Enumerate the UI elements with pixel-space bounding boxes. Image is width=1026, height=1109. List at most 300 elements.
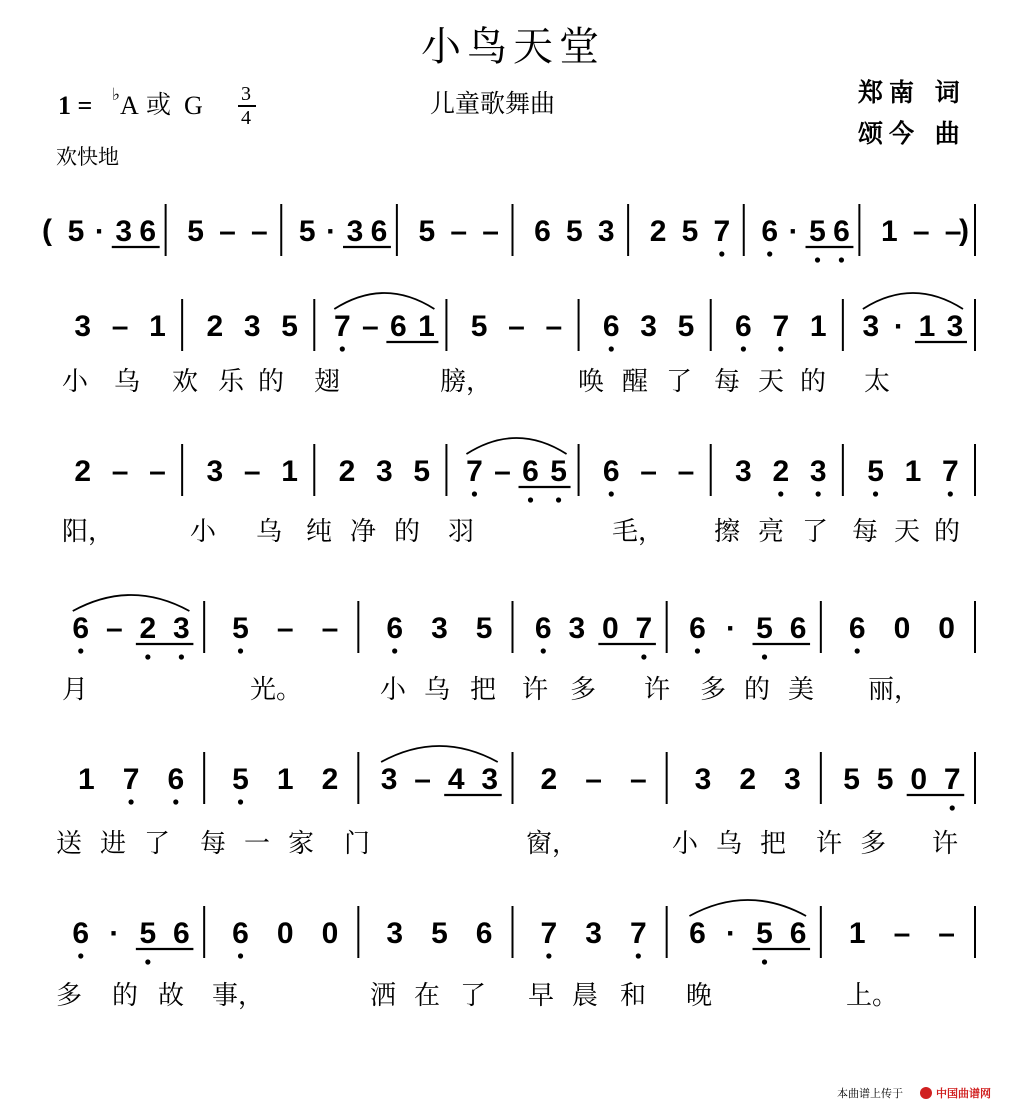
lyric-syllable: 净 (350, 517, 377, 547)
note: 3 (206, 455, 224, 488)
note: 2 (649, 215, 667, 248)
note: – (938, 917, 955, 950)
note: – (149, 455, 166, 488)
lyric-syllable: 门 (344, 829, 371, 859)
note: 0 (321, 917, 339, 950)
note: – (105, 612, 123, 645)
note: 5 (565, 215, 583, 248)
note: 1 (904, 455, 922, 488)
key-prefix: 1 = (58, 91, 93, 120)
note: – (508, 310, 525, 343)
measure (867, 444, 975, 497)
lyric-syllable: 晚 (686, 981, 713, 1011)
note: 5 (809, 215, 826, 248)
note: 0 (893, 612, 911, 645)
score-line-2 (62, 293, 975, 397)
note: – (893, 917, 911, 950)
measure (78, 752, 204, 805)
note: 6 (689, 612, 706, 645)
octave-dot (340, 346, 345, 351)
lyric-syllable: 和 (620, 981, 647, 1011)
slur (381, 746, 498, 762)
measure (72, 906, 204, 965)
note: 3 (74, 310, 92, 343)
score-line-3 (62, 438, 975, 547)
octave-dot (392, 648, 397, 653)
octave-dot (179, 654, 184, 659)
octave-dot (78, 648, 83, 653)
note: · (94, 215, 105, 248)
lyric-syllable: 的 (394, 517, 421, 547)
lyric-syllable: 丽， (868, 675, 921, 705)
lyric-syllable: 毛， (612, 517, 665, 547)
measure (541, 752, 667, 804)
lyric-syllable: 把 (470, 675, 497, 705)
note: 2 (772, 455, 790, 488)
lyric-syllable: 醒 (622, 367, 649, 397)
note: 5 (756, 612, 773, 645)
note: · (725, 917, 736, 950)
note: 3 (640, 310, 657, 343)
note: 6 (689, 917, 706, 950)
measure (206, 299, 314, 351)
note: 5 (418, 215, 436, 248)
measure (695, 752, 821, 804)
note: 7 (943, 763, 961, 796)
note: – (585, 763, 602, 796)
close-paren: ) (959, 214, 969, 247)
octave-dot (145, 959, 150, 964)
note: 3 (173, 612, 190, 645)
lyric-syllable: 的 (112, 981, 139, 1011)
key-signature (58, 85, 203, 120)
lyric-syllable: 送 (56, 829, 83, 859)
score-line-1 (42, 204, 975, 263)
note: 7 (466, 455, 483, 488)
note: 6 (475, 917, 493, 950)
note: 1 (281, 455, 298, 488)
octave-dot (546, 953, 551, 958)
footer-text: 本曲谱上传于 (837, 1087, 903, 1100)
note: – (414, 763, 431, 796)
measure (534, 204, 628, 256)
measure (535, 601, 667, 660)
lyric-syllable: 光。 (250, 675, 303, 705)
lyric-syllable: 许 (644, 675, 671, 705)
slur (466, 438, 566, 454)
note: – (640, 455, 657, 488)
octave-dot (855, 648, 860, 653)
measure (74, 299, 182, 351)
lyric-syllable: 阳， (62, 517, 115, 547)
octave-dot (762, 959, 767, 964)
lyric-syllable: 多 (56, 981, 83, 1011)
note: 6 (848, 612, 866, 645)
lyric-syllable: 欢 (172, 367, 199, 397)
lyric-syllable: 家 (288, 829, 315, 859)
note: 6 (390, 310, 407, 343)
note: 3 (431, 612, 448, 645)
note: 3 (597, 215, 615, 248)
lyric-syllable: 进 (100, 829, 127, 859)
note: 5 (876, 763, 894, 796)
note: 5 (475, 612, 493, 645)
note: 3 (809, 455, 827, 488)
measure (471, 299, 579, 351)
note: 1 (848, 917, 866, 950)
measure (386, 601, 512, 654)
site-logo-icon (920, 1087, 932, 1099)
lyric-syllable: 许 (522, 675, 549, 705)
lyric-syllable: 上。 (846, 981, 899, 1011)
measure (735, 299, 843, 352)
lyric-syllable: 每 (714, 367, 741, 397)
measure (232, 601, 358, 654)
time-signature (238, 83, 256, 129)
note: 3 (386, 917, 404, 950)
measure (541, 906, 667, 959)
note: · (893, 310, 904, 343)
slur (73, 595, 190, 611)
open-paren: ( (42, 214, 52, 247)
octave-dot (541, 648, 546, 653)
note: 2 (739, 763, 757, 796)
note: 3 (585, 917, 602, 950)
lyric-syllable: 乌 (256, 517, 283, 547)
octave-dot (695, 648, 700, 653)
lyric-syllable: 小 (62, 367, 89, 397)
note: 6 (735, 310, 752, 343)
octave-dot (528, 497, 533, 502)
note: – (219, 215, 236, 248)
measure (689, 906, 821, 965)
lyric-syllable: 一 (244, 829, 271, 859)
measure (849, 906, 975, 958)
octave-dot (636, 953, 641, 958)
note: 1 (809, 310, 827, 343)
measure (689, 601, 821, 660)
note: 3 (346, 215, 364, 248)
note: 5 (677, 310, 695, 343)
octave-dot (816, 491, 821, 496)
note: 0 (938, 612, 955, 645)
measure (735, 444, 843, 497)
measure (232, 752, 358, 805)
lyric-syllable: 的 (934, 517, 961, 547)
note: – (111, 310, 129, 343)
song-title: 小鸟天堂 (421, 24, 605, 70)
lyric-syllable: 窗， (526, 829, 579, 859)
measure (74, 444, 182, 496)
note: 3 (694, 763, 712, 796)
note: · (326, 215, 337, 248)
measure (42, 204, 166, 256)
lyric-syllable: 乐 (218, 367, 245, 397)
note: 3 (568, 612, 586, 645)
lyric-syllable: 纯 (306, 517, 333, 547)
note: 5 (843, 763, 860, 796)
octave-dot (719, 251, 724, 256)
lyric-syllable: 晨 (572, 981, 599, 1011)
note: 6 (386, 612, 404, 645)
note: 0 (910, 763, 928, 796)
note: 6 (522, 455, 539, 488)
note: 3 (115, 215, 133, 248)
note: – (243, 455, 261, 488)
lyric-syllable: 小 (190, 517, 217, 547)
octave-dot (950, 805, 955, 810)
style-note: 儿童歌舞曲 (430, 89, 556, 118)
lyric-syllable: 乌 (716, 829, 743, 859)
lyric-syllable: 早 (528, 981, 555, 1011)
note: 1 (149, 310, 166, 343)
note: – (629, 763, 647, 796)
note: – (912, 215, 930, 248)
note: 2 (321, 763, 339, 796)
note: 3 (481, 763, 499, 796)
note: 5 (232, 763, 249, 796)
lyric-syllable: 许 (932, 829, 959, 859)
octave-dot (238, 953, 243, 958)
notation-lines (42, 204, 975, 1011)
note: 2 (206, 310, 224, 343)
lyric-syllable: 了 (802, 517, 829, 547)
note: 5 (413, 455, 431, 488)
lyric-syllable: 了 (460, 981, 487, 1011)
note: – (482, 215, 499, 248)
measure (339, 444, 447, 496)
note: 6 (72, 612, 90, 645)
note: 7 (635, 612, 653, 645)
note: 6 (534, 612, 552, 645)
lyric-syllable: 每 (852, 517, 879, 547)
note: 2 (338, 455, 356, 488)
lyric-syllable: 亮 (758, 517, 785, 547)
note: 3 (735, 455, 752, 488)
octave-dot (556, 497, 561, 502)
note: 7 (941, 455, 959, 488)
octave-dot (173, 799, 178, 804)
octave-dot (238, 648, 243, 653)
note: 6 (72, 917, 90, 950)
lyric-syllable: 擦 (714, 517, 741, 547)
note: 6 (167, 763, 185, 796)
measure (843, 752, 975, 811)
note: 7 (122, 763, 140, 796)
note: 5 (67, 215, 85, 248)
flat-sign: ♭ (112, 85, 121, 104)
note: – (111, 455, 129, 488)
note: 5 (470, 310, 488, 343)
lyric-syllable: 多 (700, 675, 727, 705)
note: 7 (333, 310, 351, 343)
note: – (276, 612, 294, 645)
note: 6 (602, 455, 620, 488)
note: 7 (629, 917, 647, 950)
note: 5 (281, 310, 298, 343)
note: – (361, 310, 379, 343)
octave-dot (609, 346, 614, 351)
octave-dot (839, 257, 844, 262)
lyric-syllable: 美 (788, 675, 815, 705)
note: 5 (681, 215, 699, 248)
lyric-syllable: 天 (894, 517, 921, 547)
octave-dot (762, 654, 767, 659)
measure (650, 204, 744, 257)
slur (863, 293, 963, 309)
note: 1 (918, 310, 936, 343)
note: 5 (187, 215, 204, 248)
lyric-syllable: 在 (414, 981, 441, 1011)
lyric-syllable: 月 (62, 675, 89, 705)
footer (837, 1086, 991, 1100)
slur (689, 900, 806, 916)
octave-dot (609, 491, 614, 496)
score-line-6 (56, 900, 975, 1011)
score-line-5 (56, 746, 975, 859)
lyric-syllable: 的 (744, 675, 771, 705)
lyric-syllable: 膀， (440, 367, 493, 397)
note: · (725, 612, 736, 645)
note: 1 (418, 310, 435, 343)
note: – (250, 215, 268, 248)
note: 5 (298, 215, 316, 248)
octave-dot (78, 953, 83, 958)
octave-dot (873, 491, 878, 496)
note: – (494, 455, 511, 488)
score-line-4 (62, 595, 975, 705)
octave-dot (741, 346, 746, 351)
measure (466, 444, 578, 503)
note: 6 (534, 215, 551, 248)
note: 7 (540, 917, 558, 950)
time-bottom: 4 (241, 107, 251, 129)
note: 5 (232, 612, 249, 645)
note: – (450, 215, 468, 248)
note: 3 (784, 763, 801, 796)
note: 1 (880, 215, 898, 248)
note: 6 (602, 310, 620, 343)
lyric-syllable: 天 (758, 367, 785, 397)
note: 2 (540, 763, 558, 796)
note: 5 (867, 455, 884, 488)
lyric-syllable: 事， (212, 981, 265, 1011)
note: – (545, 310, 563, 343)
measure (761, 204, 859, 263)
note: 3 (946, 310, 964, 343)
note: 6 (173, 917, 190, 950)
footer-site: 中国曲谱网 (936, 1087, 991, 1100)
lyricist-credit: 郑南 词 (858, 78, 966, 107)
note: – (677, 455, 695, 488)
measure (386, 906, 512, 958)
note: 3 (243, 310, 261, 343)
lyric-syllable: 唤 (578, 367, 605, 397)
octave-dot (815, 257, 820, 262)
note: 6 (370, 215, 388, 248)
lyric-syllable: 了 (144, 829, 171, 859)
octave-dot (238, 799, 243, 804)
lyric-syllable: 把 (760, 829, 787, 859)
slur (334, 293, 434, 309)
note: 6 (789, 917, 807, 950)
key-or: 或 (146, 90, 172, 119)
lyric-syllable: 洒 (370, 981, 397, 1011)
measure (849, 601, 975, 654)
lyric-syllable: 多 (570, 675, 597, 705)
note: 2 (139, 612, 157, 645)
composer-credit: 颂今 曲 (858, 119, 966, 148)
lyric-syllable: 小 (672, 829, 699, 859)
lyric-syllable: 太 (864, 367, 891, 397)
key-g: G (184, 91, 203, 120)
note: 3 (380, 763, 398, 796)
lyric-syllable: 乌 (424, 675, 451, 705)
lyric-syllable: 了 (666, 367, 693, 397)
measure (418, 204, 512, 256)
note: 5 (550, 455, 567, 488)
note: 7 (772, 310, 790, 343)
note: · (788, 215, 799, 248)
lyric-syllable: 乌 (114, 367, 141, 397)
note: 4 (447, 763, 465, 796)
note: 6 (789, 612, 807, 645)
tempo-marking: 欢快地 (56, 145, 119, 169)
measure (299, 204, 397, 256)
measure (603, 444, 711, 497)
measure (232, 906, 358, 959)
measure (881, 204, 975, 256)
note: 6 (139, 215, 157, 248)
octave-dot (128, 799, 133, 804)
lyric-syllable: 每 (200, 829, 227, 859)
octave-dot (641, 654, 646, 659)
lyric-syllable: 翅 (314, 367, 341, 397)
measure (603, 299, 711, 352)
note: 5 (431, 917, 448, 950)
octave-dot (778, 491, 783, 496)
key-a: A (120, 91, 139, 120)
note: 6 (761, 215, 779, 248)
note: 0 (276, 917, 294, 950)
note: 7 (713, 215, 731, 248)
octave-dot (767, 251, 772, 256)
lyric-syllable: 许 (816, 829, 843, 859)
octave-dot (948, 491, 953, 496)
measure (187, 204, 281, 256)
note: 1 (78, 763, 95, 796)
note: 0 (602, 612, 619, 645)
measure (206, 444, 314, 496)
note: 3 (376, 455, 393, 488)
lyric-syllable: 小 (380, 675, 407, 705)
lyric-syllable: 多 (860, 829, 887, 859)
note: 6 (833, 215, 850, 248)
octave-dot (778, 346, 783, 351)
note: 3 (862, 310, 880, 343)
note: 6 (232, 917, 249, 950)
note: – (321, 612, 339, 645)
octave-dot (472, 491, 477, 496)
lyric-syllable: 故 (158, 981, 185, 1011)
note: · (109, 917, 120, 950)
octave-dot (145, 654, 150, 659)
note: – (944, 215, 962, 248)
note: 2 (74, 455, 92, 488)
note: 1 (276, 763, 294, 796)
lyric-syllable: 的 (258, 367, 285, 397)
note: 5 (139, 917, 157, 950)
